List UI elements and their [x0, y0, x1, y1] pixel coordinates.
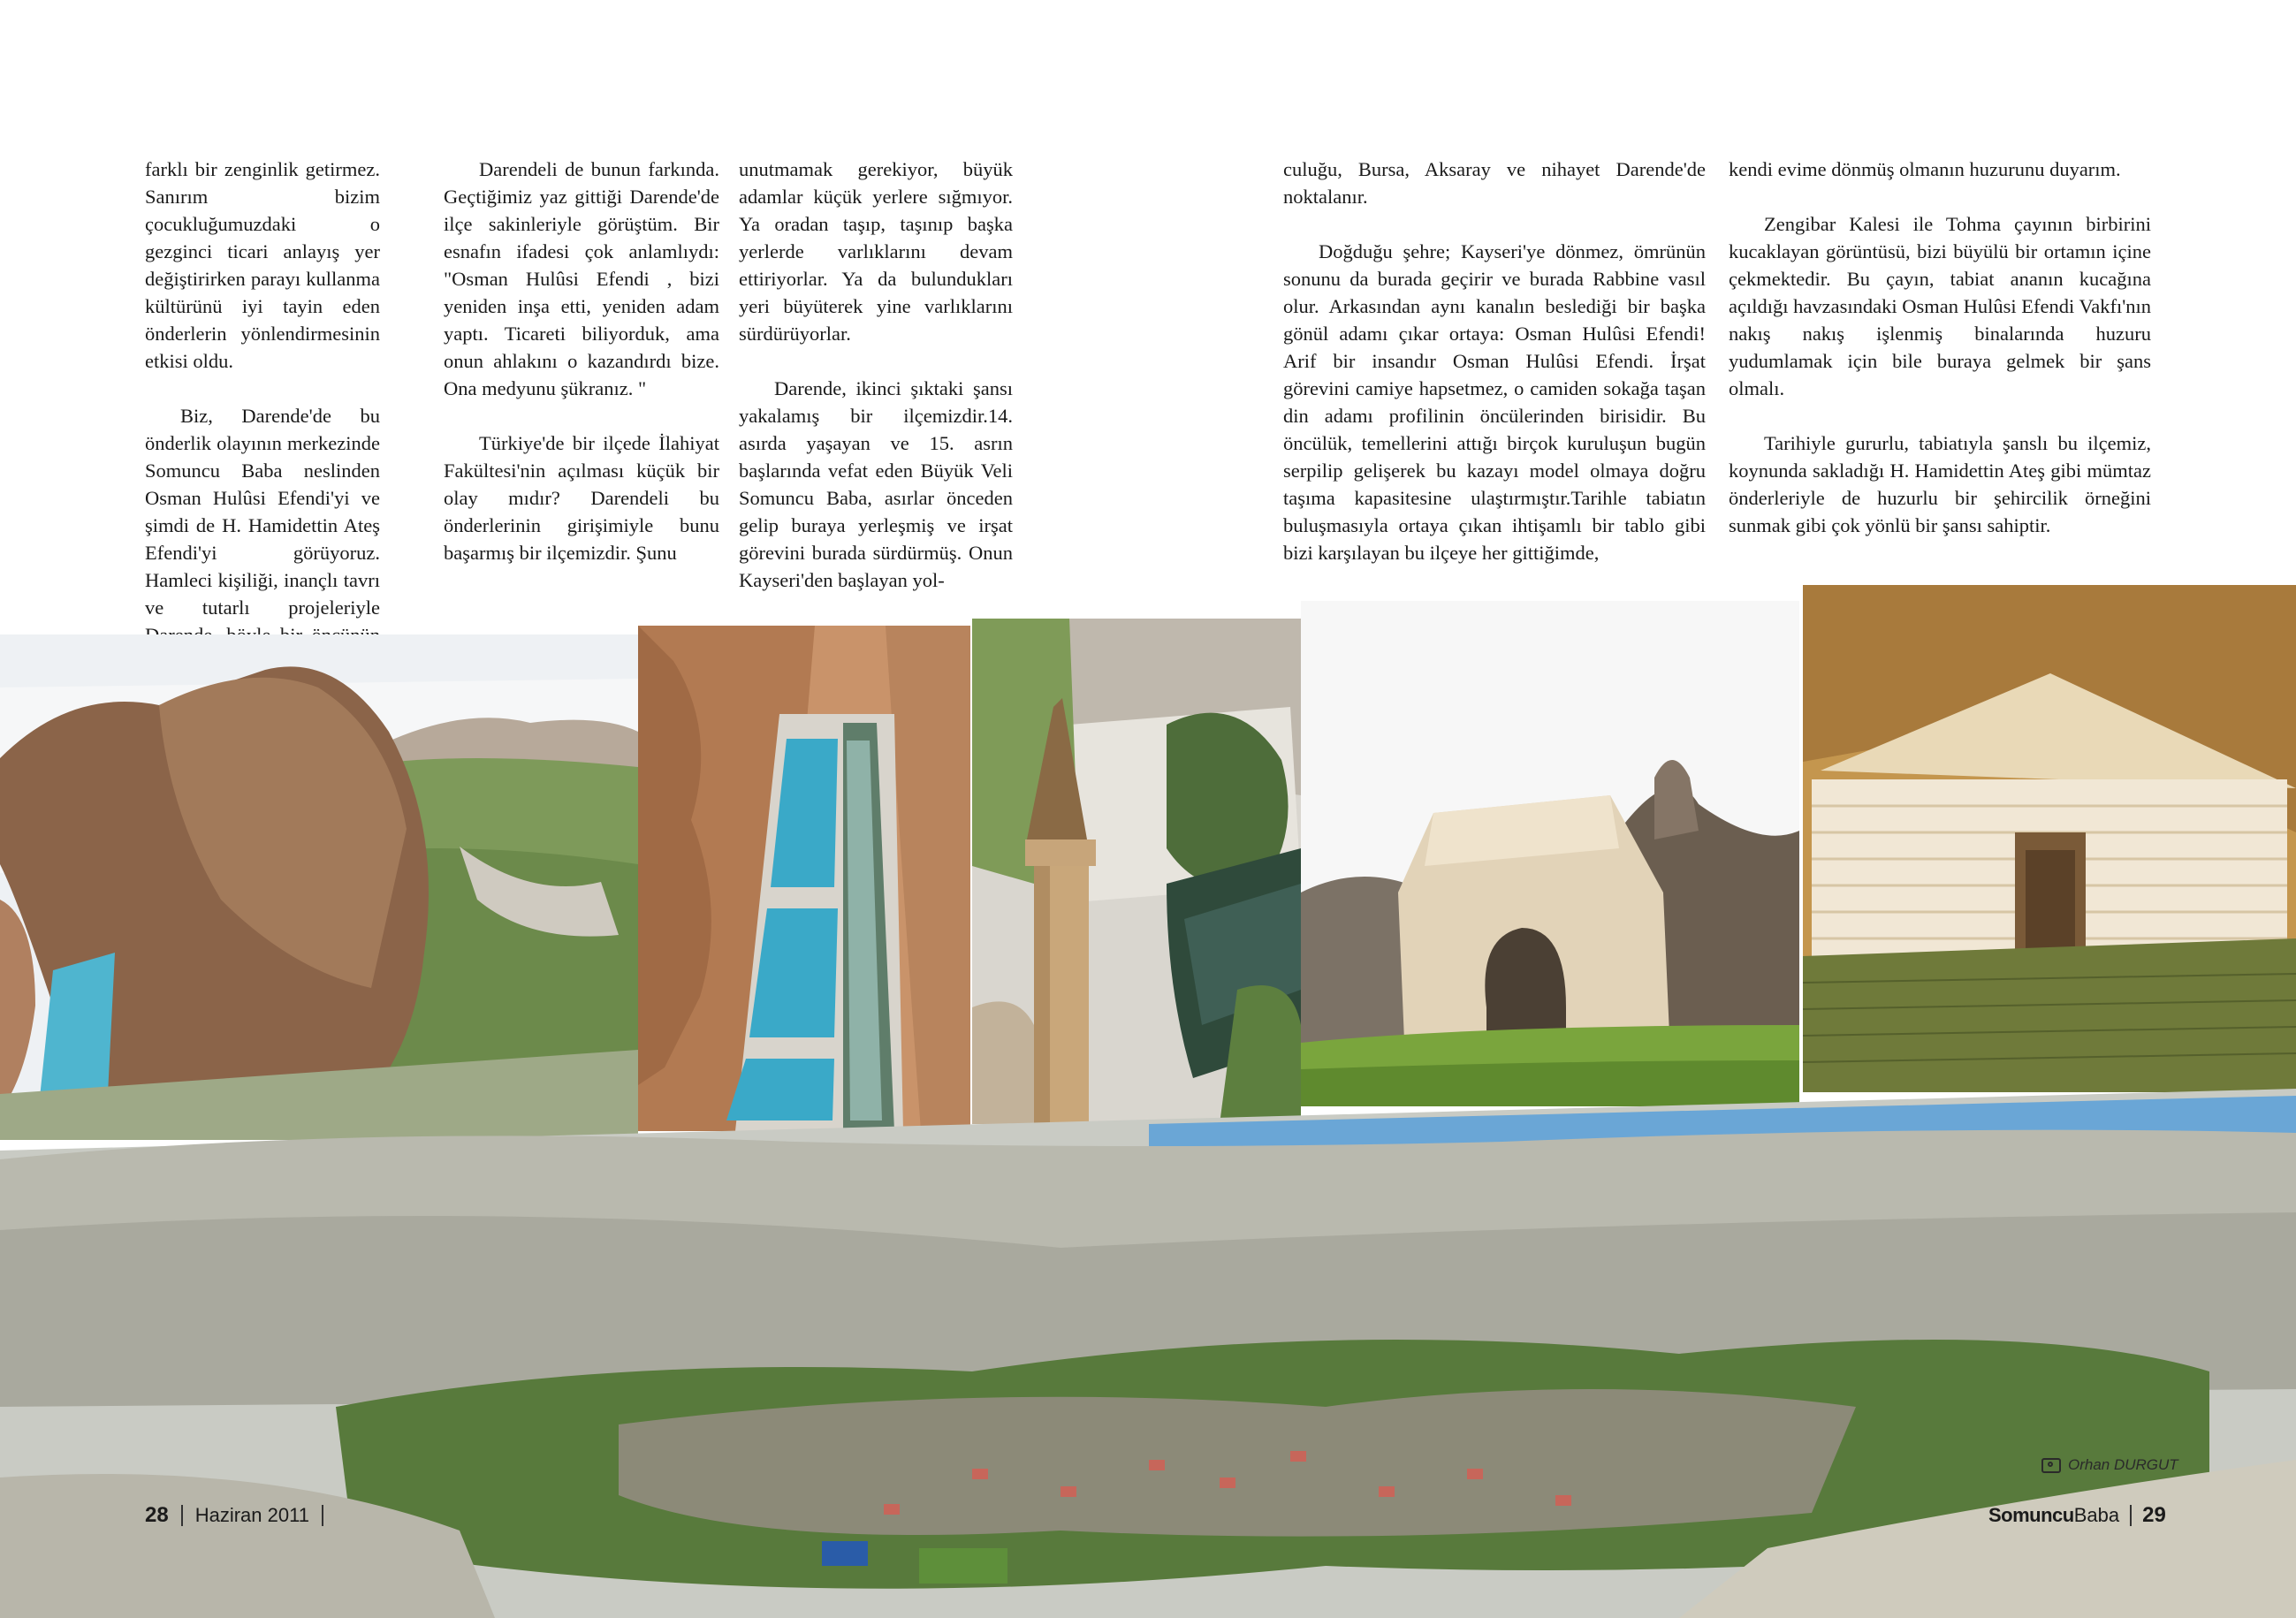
- paragraph: farklı bir zenginlik getirmez. Sanırım bizim çocukluğumuzdaki o gezginci ticari anlayış yer değiştirirken parayı kullanma kültürünü iyi tayin eden önderlerin yönlendirmesinin etkisi oldu.: [145, 158, 380, 372]
- photo-credit: [2041, 1456, 2178, 1474]
- paragraph: Darende, ikinci şıktaki şansı yakalamış bir ilçemizdir.14. asırda yaşayan ve 15. asrın başlarında vefat eden Büyük Veli Somuncu Baba, asırlar önceden gelip buraya yerleşmiş ve irşat görevini burada sürdürmüş. Onun Kayseri'den başlayan yol-: [739, 377, 1013, 591]
- text-column-3: [739, 156, 1013, 594]
- photo-castle-tower: [1301, 601, 1799, 1106]
- paragraph: kendi evime dönmüş olmanın huzurunu duyarım.: [1729, 158, 2121, 180]
- paragraph: culuğu, Bursa, Aksaray ve nihayet Darende'de noktalanır.: [1283, 158, 1706, 208]
- text-column-4: [1283, 156, 1706, 566]
- photo-canyon-pools: [638, 626, 970, 1131]
- photo-rock-formation: [0, 634, 638, 1140]
- page-number-left: 28: [145, 1503, 169, 1527]
- text-column-2: [444, 156, 719, 566]
- text-column-1: [145, 156, 380, 703]
- text-column-5: [1729, 156, 2151, 539]
- brand-bold: Somuncu: [1988, 1504, 2074, 1526]
- footer-divider: [322, 1505, 323, 1526]
- photo-credit-name: Orhan DURGUT: [2068, 1456, 2178, 1473]
- issue-date: Haziran 2011: [194, 1504, 309, 1526]
- paragraph: Doğduğu şehre; Kayseri'ye dönmez, ömrünün sonunu da burada geçirir ve burada Rabbine vasıl olur. Arkasından aynı kanalın beslediği bir başka gönül adamı çıkar ortaya: Osman Hulûsi Efendi! Arif bir insandır Osman Hulûsi Efendi. İrşat görevini camiye hapsetmez, o camiden sokağa taşan din adamı profilinin öncülerinden birisidir. Bu öncülük, temellerini attığı birçok kuruluşun bugün serpilip gelişerek bu kazayı model olmaya doğru taşıma kapasitesine ulaştırmıştır.Tarihle tabiatın buluşmasıyla ortaya çıkan ihtişamlı bir tablo gibi bizi karşılayan bu ilçeye her gittiğimde,: [1283, 240, 1706, 564]
- photo-panorama-darende: [0, 1089, 2296, 1618]
- paragraph: Türkiye'de bir ilçede İlahiyat Fakültesi'nin açılması küçük bir olay mıdır? Darendeli bu önderlerinin girişimiyle bunu başarmış bir ilçemizdir. Şunu: [444, 432, 719, 564]
- footer-divider: [181, 1505, 183, 1526]
- magazine-brand: [1988, 1504, 2119, 1527]
- brand-light: Baba: [2073, 1504, 2120, 1526]
- footer-left: [145, 1503, 323, 1528]
- footer-divider: [2130, 1505, 2132, 1526]
- paragraph: unutmamak gerekiyor, büyük adamlar küçük yerlere sığmıyor. Ya oradan taşıp, taşınıp başka yerlerde varlıklarını devam ettiriyorlar. Ya da bulundukları yeri büyüterek yine varlıklarını sürdürüyorlar.: [739, 158, 1013, 345]
- footer-right: [1988, 1503, 2166, 1528]
- camera-icon: [2041, 1458, 2061, 1473]
- paragraph: Tarihiyle gururlu, tabiatıyla şanslı bu ilçemiz, koynunda sakladığı H. Hamidettin Ateş gibi mümtaz önderleriyle de huzurlu bir şehircilik örneğini sunmak gibi çok yönlü bir şansı sahiptir.: [1729, 432, 2151, 536]
- photo-mosque-interior: [1803, 585, 2296, 1092]
- photo-minaret: [972, 619, 1301, 1124]
- paragraph: Zengibar Kalesi ile Tohma çayının birbirini kucaklayan görüntüsü, bizi büyülü bir ortamın içine çekmektedir. Bu çayın, tabiat ananın kucağına açıldığı havzasındaki Osman Hulûsi Efendi Vakfı'nın nakış nakış işlenmiş binalarında huzuru yudumlamak için bile buraya gelmek bir şans olmalı.: [1729, 213, 2151, 399]
- paragraph: Biz, Darende'de bu önderlik olayının merkezinde Somuncu Baba neslinden Osman Hulûsi Efendi'yi ve şimdi de H. Hamidettin Ateş Efendi'yi görüyoruz. Hamleci kişiliği, inançlı tavrı ve tutarlı projeleriyle: [145, 405, 380, 619]
- paragraph: Darendeli de bunun farkında. Geçtiğimiz yaz gittiği Darende'de ilçe sakinleriyle görüştüm. Bir esnafın ifadesi çok anlamlıydı: "Osman Hulûsi Efendi , bizi yeniden inşa etti, yeniden adam yaptı. Ticareti biliyorduk, ama onun ahlakını o kazandırdı bize. Ona medyunu şükranız. ": [444, 158, 719, 399]
- page-number-right: 29: [2142, 1503, 2166, 1527]
